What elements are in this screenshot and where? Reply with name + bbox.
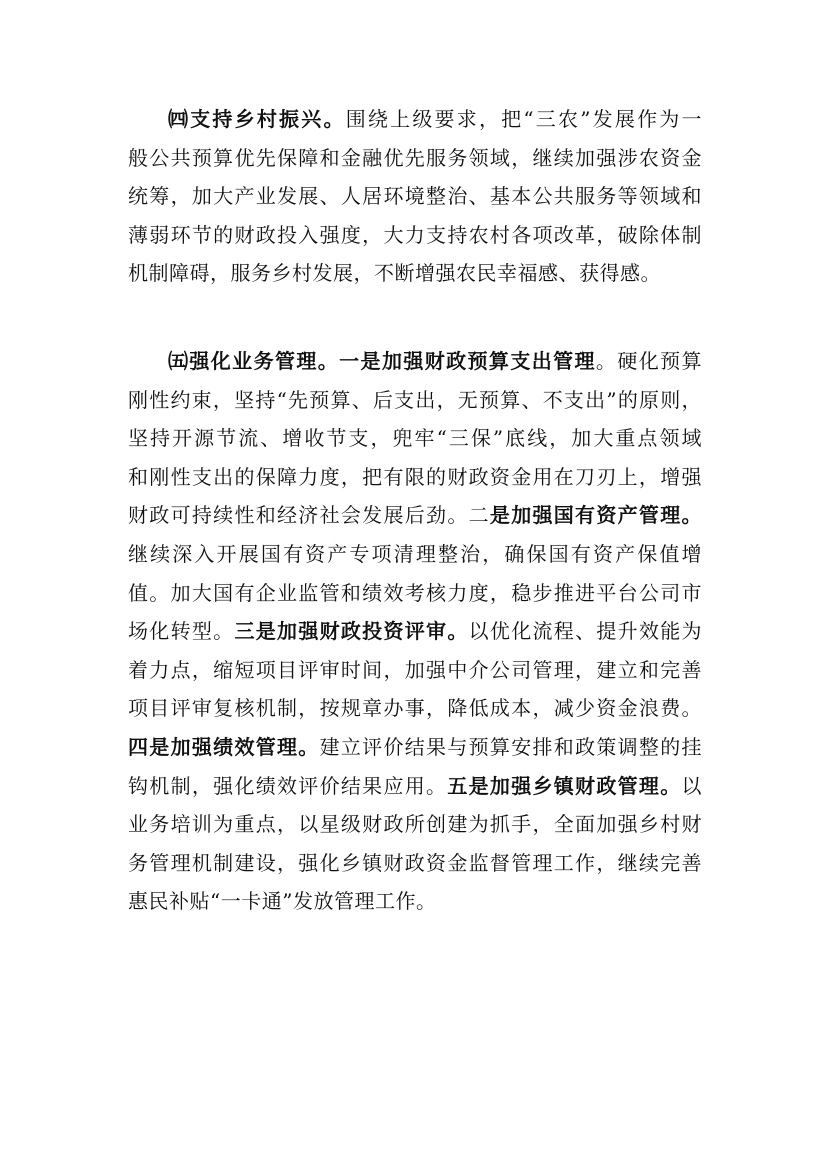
- paragraph-line: [128, 612, 702, 651]
- body-text: 建立评价结果与预算安排和政策调整的挂: [319, 734, 703, 759]
- body-text: 。硬化预算: [595, 349, 703, 373]
- subsection-heading: 是加强国有资产管理。: [489, 503, 703, 528]
- body-text: 财政可持续性和经济社会发展后劲。二: [128, 503, 490, 528]
- section-heading: ㈣支持乡村振兴。: [168, 107, 346, 131]
- section-heading: ㈤强化业务管理。一是加强财政预算支出管理: [168, 349, 596, 373]
- subsection-heading: 三是加强财政投资评审。: [234, 619, 469, 644]
- paragraph-line: [128, 496, 702, 535]
- paragraph-line: 刚性约束，坚持“先预算、后支出，无预算、不支出”的原则，: [128, 387, 702, 412]
- paragraph-line: 值。加大国有企业监管和绩效考核力度，稳步推进平台公司市: [128, 580, 702, 605]
- paragraph-line: [128, 342, 702, 381]
- paragraph-line: [128, 100, 702, 139]
- paragraph-line: 统筹，加大产业发展、人居环境整治、基本公共服务等领域和: [128, 184, 702, 209]
- body-text: 以: [681, 773, 703, 798]
- paragraph-line: 务管理机制建设，强化乡镇财政资金监督管理工作，继续完善: [128, 850, 702, 875]
- paragraph-line: 项目评审复核机制，按规章办事，降低成本，减少资金浪费。: [128, 696, 702, 721]
- paragraph-rural-revitalization: [128, 100, 702, 293]
- paragraph-line: 继续深入开展国有资产专项清理整治，确保国有资产保值增: [128, 541, 702, 566]
- body-text: 围绕上级要求，把“三农”发展作为一: [345, 107, 703, 131]
- paragraph-business-management: [128, 342, 702, 921]
- subsection-heading: 四是加强绩效管理。: [128, 734, 320, 759]
- paragraph-line: 坚持开源节流、增收节支，兜牢“三保”底线，加大重点领域: [128, 426, 702, 451]
- subsection-heading: 五是加强乡镇财政管理。: [447, 773, 682, 798]
- paragraph-line: 机制障碍，服务乡村发展，不断增强农民幸福感、获得感。: [128, 261, 661, 286]
- body-text: 钩机制，强化绩效评价结果应用。: [128, 773, 448, 798]
- paragraph-line: 般公共预算优先保障和金融优先服务领域，继续加强涉农资金: [128, 145, 702, 170]
- paragraph-line: 着力点，缩短项目评审时间，加强中介公司管理，建立和完善: [128, 657, 702, 682]
- paragraph-line: [128, 728, 702, 767]
- paragraph-line: [128, 767, 702, 806]
- paragraph-line: 业务培训为重点，以星级财政所创建为抓手，全面加强乡村财: [128, 812, 702, 837]
- paragraph-line: 和刚性支出的保障力度，把有限的财政资金用在刀刃上，增强: [128, 464, 702, 489]
- body-text: 以优化流程、提升效能为: [468, 619, 703, 644]
- paragraph-line: 薄弱环节的财政投入强度，大力支持农村各项改革，破除体制: [128, 222, 702, 247]
- body-text: 场化转型。: [128, 619, 235, 644]
- paragraph-line: 惠民补贴“一卡通”发放管理工作。: [128, 889, 437, 914]
